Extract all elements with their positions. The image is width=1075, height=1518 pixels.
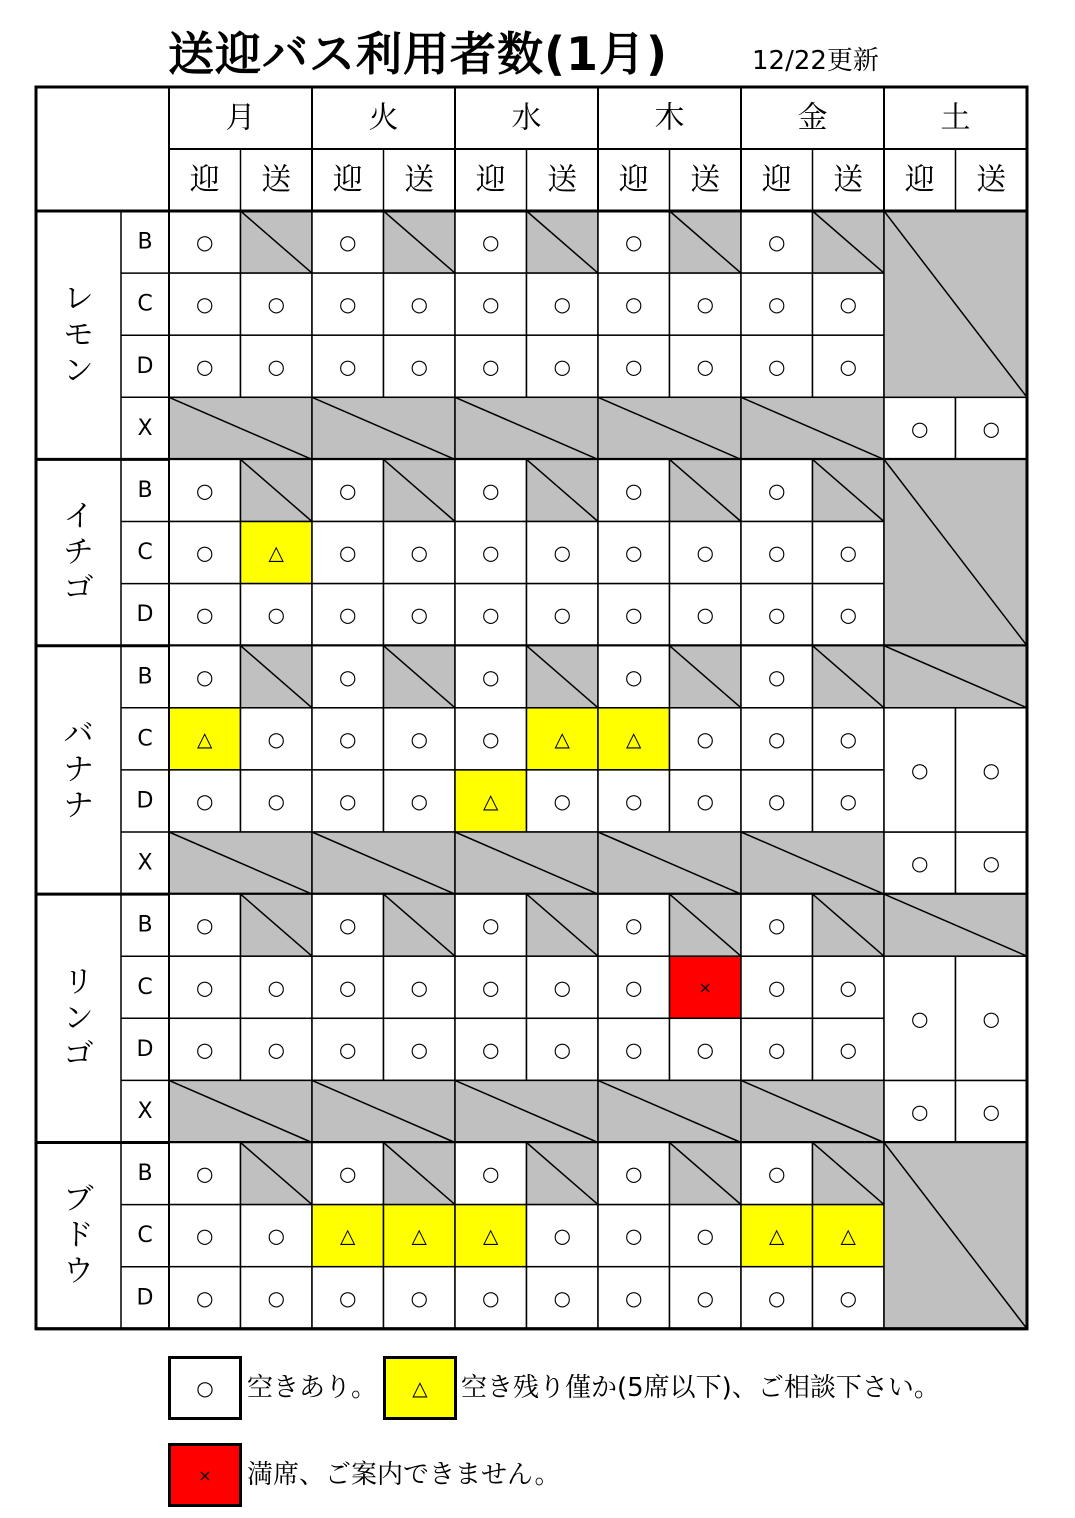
cell-symbol: ○ — [839, 1037, 857, 1062]
route-code: B — [137, 229, 153, 255]
cell-symbol: ○ — [196, 913, 214, 938]
cell-symbol: ○ — [982, 1099, 1000, 1124]
cell-symbol: ○ — [196, 602, 214, 627]
cell-symbol: ○ — [410, 1285, 428, 1310]
cell-symbol: ○ — [482, 1161, 500, 1186]
cell-symbol: ○ — [839, 726, 857, 751]
cell-symbol: △ — [554, 726, 570, 751]
cell-symbol: ○ — [339, 602, 357, 627]
cell-symbol: ○ — [625, 478, 643, 503]
cell-symbol: ○ — [625, 354, 643, 379]
dropoff-header: 送 — [547, 162, 578, 198]
day-header-1: 火 — [368, 100, 399, 136]
cell-symbol: △ — [411, 1223, 427, 1248]
cell-symbol: ○ — [625, 230, 643, 255]
group-label-char: ン — [63, 353, 94, 389]
group-label-char: ナ — [63, 788, 94, 824]
cell-symbol: ○ — [768, 540, 786, 565]
cell-symbol: ○ — [768, 913, 786, 938]
dropoff-header: 送 — [976, 162, 1007, 198]
cell-symbol: ○ — [982, 757, 1000, 782]
cell-symbol: ○ — [196, 1285, 214, 1310]
cell-symbol: ○ — [625, 1285, 643, 1310]
cell-symbol: ○ — [768, 726, 786, 751]
group-label-char: ゴ — [63, 1036, 94, 1072]
route-code: B — [137, 912, 153, 938]
page-title: 送迎バス利用者数(1月) — [168, 27, 669, 81]
pickup-header: 迎 — [332, 162, 363, 198]
cell-symbol: ○ — [768, 975, 786, 1000]
cell-symbol: ○ — [911, 1099, 929, 1124]
dropoff-header: 送 — [261, 162, 292, 198]
cell-symbol: ○ — [410, 788, 428, 813]
day-header-5: 土 — [940, 100, 971, 136]
cell-symbol: ○ — [339, 1161, 357, 1186]
group-label-char: ゴ — [63, 571, 94, 607]
route-code: C — [137, 291, 153, 317]
cell-symbol: ○ — [196, 664, 214, 689]
cell-symbol: ○ — [482, 913, 500, 938]
cell-symbol: ○ — [196, 788, 214, 813]
cell-symbol: ○ — [768, 478, 786, 503]
cell-symbol: ○ — [911, 416, 929, 441]
route-code: X — [137, 1098, 153, 1124]
cell-symbol: ○ — [196, 354, 214, 379]
group-label-char: チ — [63, 535, 94, 571]
cell-symbol: ○ — [553, 354, 571, 379]
day-header-2: 水 — [511, 100, 542, 136]
legend-full-symbol: × — [198, 1465, 212, 1485]
cell-symbol: ○ — [768, 230, 786, 255]
cell-symbol: ○ — [482, 478, 500, 503]
pickup-header: 迎 — [761, 162, 792, 198]
cell-symbol: ○ — [196, 478, 214, 503]
cell-symbol: × — [698, 977, 712, 997]
cell-symbol: ○ — [482, 975, 500, 1000]
cell-symbol: ○ — [625, 913, 643, 938]
route-code: C — [137, 726, 153, 752]
cell-symbol: ○ — [768, 788, 786, 813]
cell-symbol: ○ — [625, 975, 643, 1000]
cell-symbol: ○ — [625, 664, 643, 689]
cell-symbol: ○ — [696, 292, 714, 317]
cell-symbol: ○ — [196, 975, 214, 1000]
cell-symbol: ○ — [339, 1285, 357, 1310]
route-code: B — [137, 664, 153, 690]
cell-symbol: ○ — [553, 1285, 571, 1310]
cell-symbol: ○ — [625, 602, 643, 627]
cell-symbol: ○ — [768, 1037, 786, 1062]
route-code: D — [136, 602, 154, 628]
route-code: C — [137, 974, 153, 1000]
cell-symbol: ○ — [339, 292, 357, 317]
cell-symbol: ○ — [982, 1006, 1000, 1031]
group-label-char: ド — [63, 1218, 94, 1254]
group-label-char: リ — [63, 964, 94, 1000]
dropoff-header: 送 — [404, 162, 435, 198]
day-header-3: 木 — [654, 100, 685, 136]
cell-symbol: ○ — [410, 540, 428, 565]
cell-symbol: ○ — [410, 726, 428, 751]
group-label-char: ン — [63, 1000, 94, 1036]
cell-symbol: ○ — [839, 975, 857, 1000]
cell-symbol: △ — [483, 1223, 499, 1248]
cell-symbol: ○ — [196, 292, 214, 317]
cell-symbol: ○ — [482, 726, 500, 751]
cell-symbol: ○ — [696, 788, 714, 813]
cell-symbol: ○ — [267, 726, 285, 751]
cell-symbol: △ — [840, 1223, 856, 1248]
group-label-char: ブ — [63, 1182, 94, 1218]
cell-symbol: ○ — [339, 913, 357, 938]
day-header-0: 月 — [225, 100, 256, 136]
cell-symbol: ○ — [625, 540, 643, 565]
cell-symbol: ○ — [696, 1223, 714, 1248]
cell-symbol: ○ — [482, 602, 500, 627]
cell-symbol: ○ — [267, 1285, 285, 1310]
cell-symbol: ○ — [482, 1285, 500, 1310]
legend-full-text: 満席、ご案内できません。 — [247, 1460, 561, 1490]
cell-symbol: ○ — [982, 851, 1000, 876]
cell-symbol: ○ — [553, 540, 571, 565]
cell-symbol: ○ — [339, 975, 357, 1000]
cell-symbol: ○ — [553, 1223, 571, 1248]
route-code: X — [137, 415, 153, 441]
cell-symbol: ○ — [839, 788, 857, 813]
legend-available-symbol: ○ — [196, 1376, 214, 1400]
legend-few-symbol: △ — [412, 1376, 428, 1400]
dropoff-header: 送 — [833, 162, 864, 198]
cell-symbol: ○ — [696, 540, 714, 565]
cell-symbol: ○ — [196, 540, 214, 565]
cell-symbol: ○ — [696, 1285, 714, 1310]
cell-symbol: ○ — [196, 1161, 214, 1186]
group-label-char: バ — [63, 716, 94, 752]
cell-symbol: ○ — [267, 354, 285, 379]
cell-symbol: ○ — [339, 230, 357, 255]
cell-symbol: ○ — [482, 664, 500, 689]
cell-symbol: ○ — [339, 1037, 357, 1062]
route-code: D — [136, 1285, 154, 1311]
dropoff-header: 送 — [690, 162, 721, 198]
cell-symbol: ○ — [911, 757, 929, 782]
pickup-header: 迎 — [904, 162, 935, 198]
cell-symbol: ○ — [482, 1037, 500, 1062]
cell-symbol: ○ — [553, 292, 571, 317]
cell-symbol: ○ — [625, 292, 643, 317]
day-header-4: 金 — [797, 100, 828, 136]
route-code: C — [137, 1223, 153, 1249]
cell-symbol: ○ — [267, 1223, 285, 1248]
cell-symbol: ○ — [625, 1161, 643, 1186]
pickup-header: 迎 — [189, 162, 220, 198]
cell-symbol: ○ — [553, 602, 571, 627]
cell-symbol: ○ — [267, 602, 285, 627]
legend-few-text: 空き残り僅か(5席以下)、ご相談下さい。 — [461, 1373, 940, 1403]
cell-symbol: ○ — [553, 788, 571, 813]
cell-symbol: ○ — [410, 354, 428, 379]
cell-symbol: ○ — [410, 975, 428, 1000]
updated-date: 12/22更新 — [752, 46, 879, 76]
cell-symbol: ○ — [267, 292, 285, 317]
cell-symbol: ○ — [982, 416, 1000, 441]
cell-symbol: ○ — [768, 354, 786, 379]
cell-symbol: ○ — [482, 230, 500, 255]
cell-symbol: ○ — [696, 354, 714, 379]
route-code: B — [137, 1161, 153, 1187]
cell-symbol: △ — [340, 1223, 356, 1248]
cell-symbol: ○ — [625, 1037, 643, 1062]
group-label-char: レ — [63, 281, 94, 317]
group-label-char: ナ — [63, 752, 94, 788]
pickup-header: 迎 — [618, 162, 649, 198]
cell-symbol: ○ — [839, 602, 857, 627]
cell-symbol: ○ — [410, 292, 428, 317]
cell-symbol: ○ — [839, 354, 857, 379]
cell-symbol: ○ — [839, 540, 857, 565]
cell-symbol: ○ — [625, 1223, 643, 1248]
cell-symbol: ○ — [410, 1037, 428, 1062]
cell-symbol: ○ — [482, 540, 500, 565]
cell-symbol: ○ — [196, 1223, 214, 1248]
pickup-header: 迎 — [475, 162, 506, 198]
cell-symbol: ○ — [196, 1037, 214, 1062]
route-code: D — [136, 353, 154, 379]
cell-symbol: △ — [483, 788, 499, 813]
cell-symbol: ○ — [482, 354, 500, 379]
cell-symbol: ○ — [339, 478, 357, 503]
cell-symbol: ○ — [553, 1037, 571, 1062]
cell-symbol: △ — [626, 726, 642, 751]
route-code: B — [137, 477, 153, 503]
route-code: D — [136, 788, 154, 814]
cell-symbol: ○ — [553, 975, 571, 1000]
route-code: D — [136, 1036, 154, 1062]
cell-symbol: ○ — [339, 664, 357, 689]
cell-symbol: ○ — [768, 1161, 786, 1186]
legend-available-text: 空きあり。 — [247, 1373, 378, 1403]
cell-symbol: ○ — [267, 975, 285, 1000]
cell-symbol: ○ — [839, 1285, 857, 1310]
group-label-char: イ — [63, 499, 94, 535]
cell-symbol: ○ — [911, 851, 929, 876]
cell-symbol: ○ — [410, 602, 428, 627]
cell-symbol: ○ — [696, 726, 714, 751]
group-label-char: モ — [63, 317, 94, 353]
cell-symbol: ○ — [768, 1285, 786, 1310]
cell-symbol: ○ — [339, 726, 357, 751]
cell-symbol: △ — [197, 726, 213, 751]
route-code: C — [137, 540, 153, 566]
cell-symbol: ○ — [482, 292, 500, 317]
cell-symbol: ○ — [267, 1037, 285, 1062]
cell-symbol: ○ — [339, 788, 357, 813]
cell-symbol: △ — [268, 540, 284, 565]
cell-symbol: ○ — [196, 230, 214, 255]
cell-symbol: ○ — [625, 788, 643, 813]
cell-symbol: ○ — [339, 354, 357, 379]
cell-symbol: ○ — [339, 540, 357, 565]
cell-symbol: ○ — [696, 602, 714, 627]
route-code: X — [137, 850, 153, 876]
cell-symbol: ○ — [839, 292, 857, 317]
cell-symbol: ○ — [696, 1037, 714, 1062]
cell-symbol: ○ — [768, 292, 786, 317]
cell-symbol: ○ — [768, 602, 786, 627]
group-label-char: ウ — [63, 1254, 94, 1290]
cell-symbol: ○ — [267, 788, 285, 813]
cell-symbol: ○ — [768, 664, 786, 689]
cell-symbol: ○ — [911, 1006, 929, 1031]
cell-symbol: △ — [769, 1223, 785, 1248]
